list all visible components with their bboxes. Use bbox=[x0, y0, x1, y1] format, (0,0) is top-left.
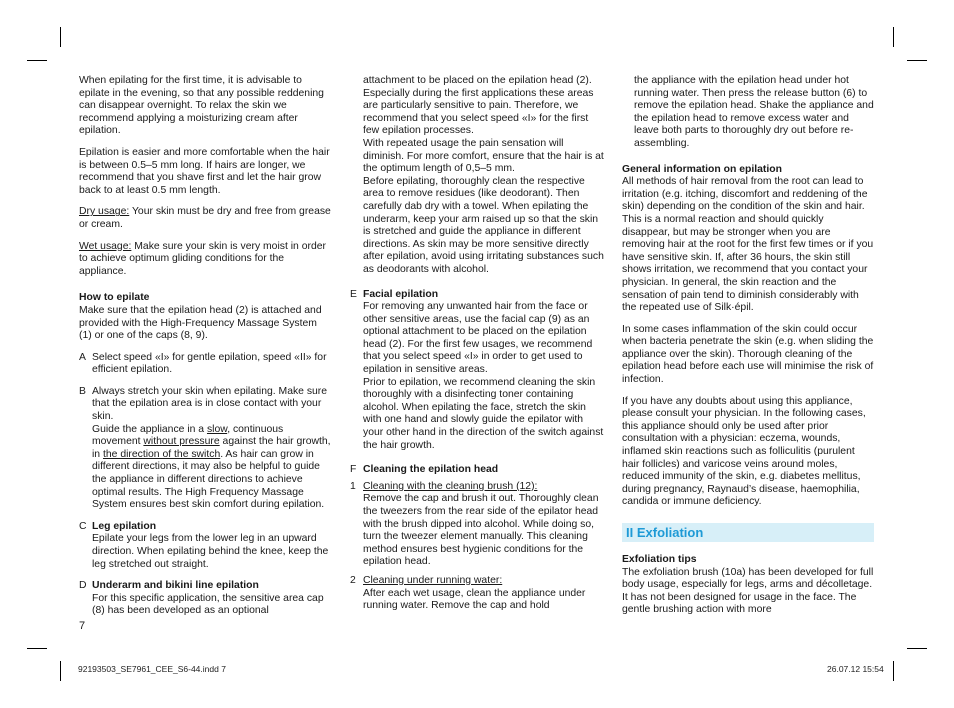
exfoliation-tips-heading: Exfoliation tips bbox=[622, 554, 697, 565]
wet-usage-label: Wet usage: bbox=[79, 240, 132, 252]
page-number: 7 bbox=[79, 620, 86, 632]
step-b-marker: B bbox=[79, 385, 86, 397]
step-d-marker: D bbox=[79, 580, 87, 592]
step-f1-label: Cleaning with the cleaning brush (12): bbox=[363, 480, 538, 492]
step-b-direction: the direction of the switch bbox=[102, 448, 221, 460]
date-slug: 26.07.12 15:54 bbox=[827, 664, 884, 674]
how-to-epilate-heading: How to epilate bbox=[79, 292, 150, 304]
how-to-epilate-text: Make sure that the epilation head (2) is attached and provided with the High-Frequency Massage System (1) or one of the caps (8, 9). bbox=[79, 304, 322, 342]
step-f1 bbox=[350, 481, 605, 569]
step-b-guide-part: . As hair can grow in different directions, it may also be helpful to guide the appliance in different directions to achieve optimal results. The High Frequency Massage System ensures best skin comfort during epilation. bbox=[92, 448, 325, 511]
step-b-guide-part: against the hair growth, in bbox=[92, 436, 331, 460]
exfoliation-tips-text: The exfoliation brush (10a) has been developed for full body usage, especially for legs, arms and décolletage. It has not been designed for usage in the face. The gentle brushing action with more bbox=[622, 566, 874, 616]
section-exfoliation-heading: II Exfoliation bbox=[622, 523, 874, 542]
step-b-pressure: without pressure bbox=[143, 436, 220, 448]
wet-usage-text: Make sure your skin is very moist in order to achieve optimum gliding conditions for the appliance. bbox=[79, 240, 326, 277]
crop-mark-bottom-right-h bbox=[907, 648, 927, 649]
crop-mark-bottom-left-h bbox=[27, 648, 47, 649]
step-b-guide-part: , continuous movement bbox=[92, 423, 284, 448]
column-2 bbox=[350, 75, 605, 622]
general-info-text: All methods of hair removal from the root can lead to irritation (e.g. itching, discomfort and reddening of the skin) depending on the condition of the skin and hair. This is a normal reaction and should quickly disappear, but may be stronger when you are removing hair at the root for the first few times or if you have sensitive skin. If, after 36 hours, the skin still shows irritation, we recommend that you contact your physician. In general, the skin reaction and the sensation of pain tend to diminish considerably with the repeated use of Silk·épil. bbox=[622, 176, 874, 314]
wet-usage-paragraph bbox=[79, 241, 331, 279]
step-f bbox=[350, 464, 605, 477]
dry-usage-text: Your skin must be dry and free from grease or cream. bbox=[79, 206, 331, 230]
inflammation-paragraph: In some cases inflammation of the skin could occur when bacteria penetrate the skin (e.g. when sliding the appliance over the skin). Thorough cleaning of the epilation head before each use will minimise the risk of infection. bbox=[622, 323, 874, 386]
crop-mark-top-left-h bbox=[27, 60, 47, 61]
step-d-continued-p1: attachment to be placed on the epilation head (2). Especially during the first applications these areas are particularly sensitive to pain. Therefore, we recommend that you select speed «I» for the first few epilation processes. bbox=[363, 75, 594, 137]
cleaning-continued: the appliance with the epilation head under hot running water. Then press the release button (6) to remove the epilation head. Shake the appliance and the epilation head to remove excess water and leave both parts to thoroughly dry out before re-assembling. bbox=[634, 75, 874, 149]
step-f1-text: Remove the cap and brush it out. Thoroughly clean the tweezers from the rear side of the epilator head with the brush dipped into alcohol. While doing so, turn the tweezer element manually. This cleaning method ensures best hygienic conditions for the epilation head. bbox=[363, 493, 599, 568]
step-a bbox=[79, 352, 331, 377]
crop-mark-top-left-v bbox=[60, 27, 61, 47]
general-info-heading: General information on epilation bbox=[622, 163, 782, 175]
step-f2-marker: 2 bbox=[350, 574, 356, 586]
crop-mark-top-right-h bbox=[907, 60, 927, 61]
hair-length-paragraph: Epilation is easier and more comfortable when the hair is between 0.5–5 mm long. If hairs are longer, we recommend that you shave first and let the hair grow back to at least 0.5 mm length. bbox=[79, 146, 330, 196]
dry-usage-label: Dry usage: bbox=[79, 206, 130, 218]
crop-mark-bottom-left-v bbox=[60, 661, 61, 681]
crop-mark-top-right-v bbox=[893, 27, 894, 47]
step-f2 bbox=[350, 575, 605, 613]
file-slug: 92193503_SE7961_CEE_S6-44.indd 7 bbox=[78, 664, 226, 674]
intro-paragraph: When epilating for the first time, it is advisable to epilate in the evening, so that any possible reddening can disappear overnight. To relax the skin we recommend applying a moisturizing cream after epilation. bbox=[79, 75, 324, 137]
column-3 bbox=[622, 75, 874, 617]
step-f-title: Cleaning the epilation head bbox=[363, 464, 499, 476]
step-e-title: Facial epilation bbox=[363, 288, 439, 300]
step-d bbox=[79, 580, 331, 618]
step-f2-label: Cleaning under running water: bbox=[363, 574, 503, 586]
step-d-continued-p3: Before epilating, thoroughly clean the respective area to remove residues (like deodorant). Then carefully dab dry with a towel. When epilating the underarm, keep your arm raised up so that the skin is stretched and guide the appliance in different directions. As skin may be more sensitive directly after epilation, avoid using irritating substances such as deodorants with alcohol. bbox=[363, 175, 604, 275]
step-b-guide-part: Guide the appliance in a bbox=[92, 423, 207, 435]
step-f2-text: After each wet usage, clean the appliance under running water. Remove the cap and hold bbox=[363, 587, 586, 612]
step-b-slow: slow bbox=[206, 423, 228, 435]
step-a-text: Select speed «I» for gentle epilation, speed «II» for efficient epilation. bbox=[92, 351, 327, 376]
step-e-marker: E bbox=[350, 288, 357, 300]
step-b-text: Always stretch your skin when epilating. Make sure that the epilation area is in close contact with your skin. bbox=[92, 385, 328, 423]
step-c bbox=[79, 521, 331, 571]
step-b-guide bbox=[92, 424, 331, 512]
step-d-continued-p2: With repeated usage the pain sensation will diminish. For more comfort, ensure that the hair is at the optimum length of 0,5–5 mm. bbox=[363, 137, 604, 175]
doubts-paragraph: If you have any doubts about using this appliance, please consult your physician. In the following cases, this appliance should only be used after prior consultation with a physician: eczema, wounds, inflamed skin reactions such as folliculitis (purulent hair follicles) and varicose veins around moles, reduced immunity of the skin, e.g. diabetes mellitus, during pregnancy, Raynaud’s disease, haemophilia, candida or immune deficiency. bbox=[622, 395, 866, 508]
column-1 bbox=[79, 75, 331, 627]
step-e-text: For removing any unwanted hair from the face or other sensitive areas, use the facial cap (9) as an optional attachment to be placed on the epilation head (2). For the first few usages, we recommend that you select speed «I» in order to get used to epilation in sensitive areas. bbox=[363, 301, 593, 376]
step-e bbox=[350, 289, 605, 453]
step-d-title: Underarm and bikini line epilation bbox=[92, 580, 259, 592]
crop-mark-bottom-right-v bbox=[893, 661, 894, 681]
step-d-continued bbox=[350, 75, 605, 277]
step-f1-marker: 1 bbox=[350, 480, 356, 492]
step-e-text2: Prior to epilation, we recommend cleaning the skin thoroughly with a disinfecting toner containing alcohol. When epilating the face, stretch the skin with one hand and slowly guide the epilator with your other hand in the direction of the switch against the hair growth. bbox=[363, 376, 604, 451]
step-b bbox=[79, 386, 331, 512]
step-d-text: For this specific application, the sensitive area cap (8) has been developed as an optional bbox=[92, 592, 324, 617]
step-a-marker: A bbox=[79, 351, 86, 363]
step-c-text: Epilate your legs from the lower leg in an upward direction. When epilating behind the knee, keep the leg stretched out straight. bbox=[92, 533, 329, 570]
step-c-marker: C bbox=[79, 520, 87, 532]
dry-usage-paragraph bbox=[79, 206, 331, 231]
step-c-title: Leg epilation bbox=[92, 520, 157, 532]
step-f-marker: F bbox=[350, 464, 357, 476]
